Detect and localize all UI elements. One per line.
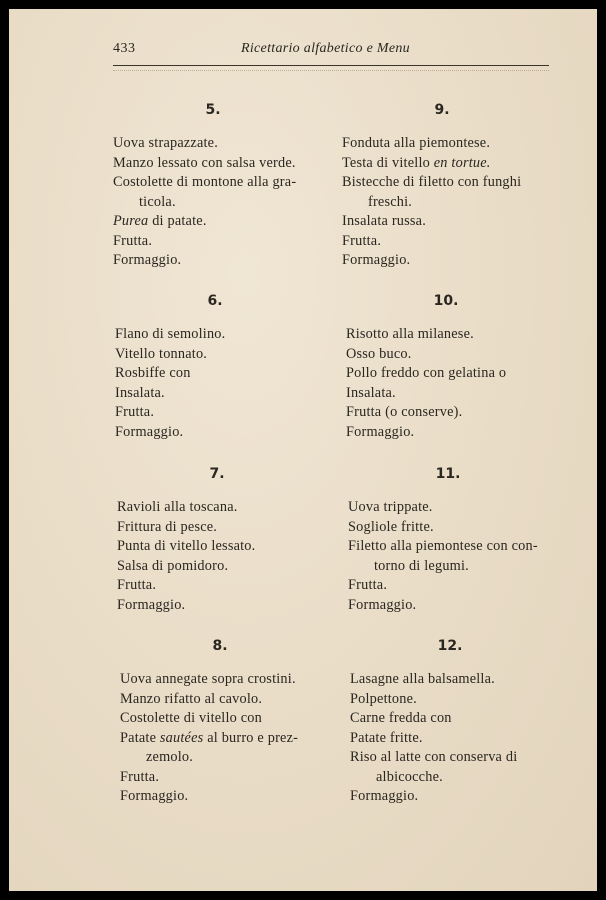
course-text: Osso buco. [346,345,412,362]
course-italic-text: Purea [113,213,149,229]
menu-course [113,232,343,252]
course-text: Insalata russa. [342,213,426,229]
menu-course [350,690,580,710]
course-text: torno di legumi. [374,557,469,574]
menu-course [342,251,572,271]
course-text: Carne fredda con [350,710,452,726]
course-text: ticola. [139,193,176,210]
course-text: Insalata. [346,384,396,401]
course-text: Formaggio. [348,596,417,613]
course-text: Pollo freddo con gelatina o [346,365,507,381]
course-italic-text: en tortue. [433,154,491,171]
course-text: Formaggio. [115,423,184,440]
menu-number: 6. [207,293,223,309]
menu-course [120,690,350,710]
menu-number: 12. [437,638,463,654]
menu-course [350,787,580,807]
menu-course [117,537,347,557]
course-text: freschi. [368,193,413,210]
course-text: Formaggio. [346,423,415,440]
menu-course [350,709,580,729]
menu-9 [342,100,572,271]
menu-course [120,787,350,807]
menu-course [115,325,345,345]
menu-course [115,403,345,423]
menu-course [115,384,345,404]
course-text: Patate fritte. [350,729,423,746]
course-text: Formaggio. [350,788,419,804]
course-text: Testa di vitello [342,154,434,171]
menu-course [346,364,576,384]
course-text: Rosbiffe con [115,365,191,381]
menu-course [120,670,350,690]
menu-number: 7. [209,466,225,482]
course-text: Filetto alla piemontese con con- [348,538,538,554]
header-rule-shadow [113,70,549,71]
menu-course [117,596,347,616]
course-text: Frittura di pesce. [117,518,218,535]
course-text: Manzo rifatto al cavolo. [120,690,263,707]
menu-course-list [350,670,580,807]
menu-course [350,670,580,690]
menu-course [342,212,572,232]
course-text: Patate [120,729,160,746]
menu-number: 8. [212,638,228,654]
menu-course-list [348,498,578,615]
menu-course [346,423,576,443]
menu-course [115,345,345,365]
course-text: zemolo. [146,749,194,765]
course-text: Flano di semolino. [115,326,226,342]
menu-course [117,576,347,596]
menu-course [120,709,350,729]
menu-course [117,518,347,538]
menu-5 [113,100,343,271]
menu-course [117,498,347,518]
course-italic-text: sautées [159,729,204,746]
page-header [113,39,549,59]
menu-course-list [113,134,343,271]
menu-course [113,134,343,154]
course-text: Polpettone. [350,690,417,707]
menu-course [115,423,345,443]
course-text: Lasagne alla balsamella. [350,671,495,687]
menu-course-list [115,325,345,442]
menu-course [346,384,576,404]
course-text: Formaggio. [117,596,186,613]
menu-course [120,748,350,768]
menu-course [113,154,343,174]
menu-12 [350,636,580,807]
menu-course [348,537,578,557]
course-text: Risotto alla milanese. [346,326,474,342]
course-text: Fonduta alla piemontese. [342,135,491,151]
menu-number: 9. [434,102,450,118]
course-text: Vitello tonnato. [115,345,208,362]
course-text: Frutta. [342,232,382,249]
menu-course [350,748,580,768]
menu-course [348,557,578,577]
menu-course [342,134,572,154]
running-title: Ricettario alfabetico e Menu [241,41,410,56]
menu-course [120,729,350,749]
menu-course [342,173,572,193]
menu-course [346,345,576,365]
course-text: Frutta. [120,768,160,785]
course-text: Manzo lessato con salsa verde. [113,154,296,171]
page-number: 433 [113,41,136,56]
course-text: Uova annegate sopra crostini. [120,671,296,687]
course-text: Frutta. [113,232,153,249]
course-text: Insalata. [115,384,165,401]
menu-course [342,193,572,213]
menu-number: 11. [435,466,461,482]
course-text: Uova strapazzate. [113,135,219,151]
menu-number: 10. [433,293,459,309]
menu-course [348,498,578,518]
menu-6 [115,291,345,442]
header-rule [113,65,549,66]
menu-course [346,325,576,345]
course-text: Costolette di vitello con [120,710,262,726]
course-text: al burro e prez- [203,729,299,746]
menu-course-list [120,670,350,807]
menu-course [120,768,350,788]
menu-course [113,251,343,271]
menu-number: 5. [205,102,221,118]
course-text: Frutta. [348,577,388,593]
course-text: Punta di vitello lessato. [117,538,256,554]
course-text: Uova trippate. [348,499,433,515]
book-page [9,9,597,891]
course-text: Ravioli alla toscana. [117,499,238,515]
menu-course [113,212,343,232]
course-text: Salsa di pomidoro. [117,557,229,574]
menu-course [350,729,580,749]
course-text: di patate. [148,213,207,229]
menu-course [348,576,578,596]
course-text: Frutta (o conserve). [346,404,463,420]
course-text: Formaggio. [342,252,411,268]
menu-11 [348,464,578,615]
menu-course-list [342,134,572,271]
menu-course-list [117,498,347,615]
menu-course-list [346,325,576,442]
course-text: Formaggio. [120,788,189,804]
menu-8 [120,636,350,807]
menu-course [342,232,572,252]
course-text: Riso al latte con conserva di [350,749,518,765]
course-text: Bistecche di filetto con funghi [342,174,522,190]
menu-course [346,403,576,423]
menu-course [113,173,343,193]
menu-course [115,364,345,384]
menu-course [350,768,580,788]
course-text: Sogliole fritte. [348,518,434,535]
course-text: Formaggio. [113,252,182,268]
course-text: albicocche. [376,768,443,785]
menu-course [342,154,572,174]
menu-course [117,557,347,577]
menu-course [348,596,578,616]
menu-course [113,193,343,213]
menu-10 [346,291,576,442]
course-text: Frutta. [117,577,157,593]
menu-7 [117,464,347,615]
course-text: Costolette di montone alla gra- [113,174,297,190]
menu-course [348,518,578,538]
course-text: Frutta. [115,404,155,420]
